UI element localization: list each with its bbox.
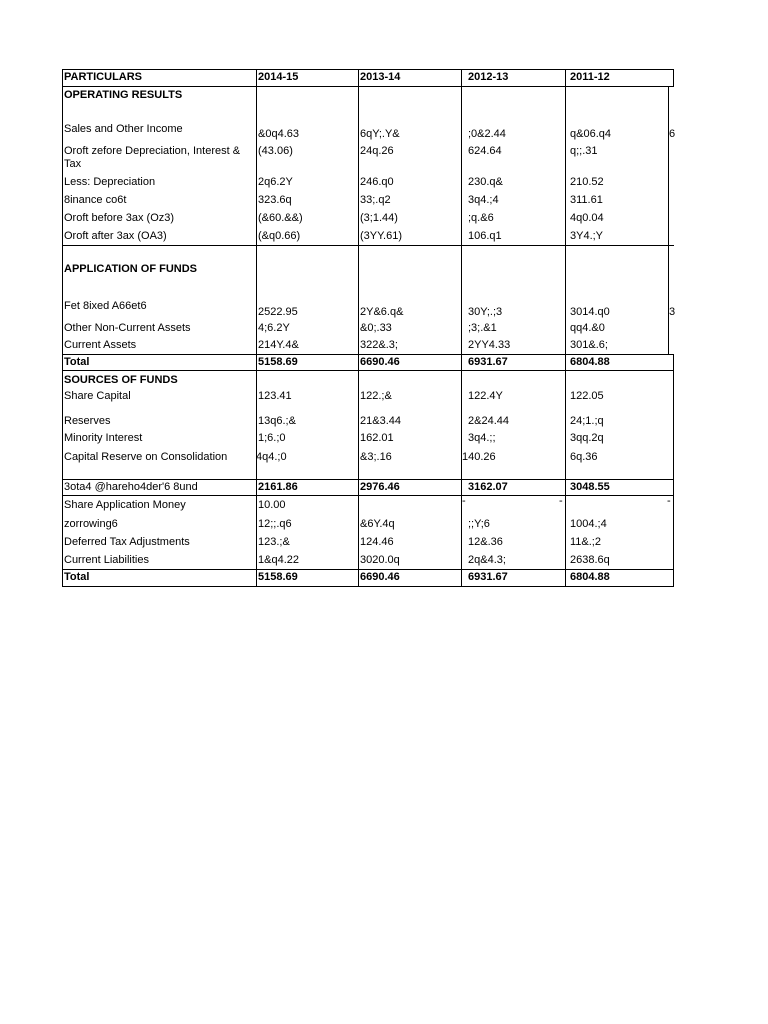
header-year: 2014-15: [258, 71, 299, 83]
cell-value: &0q4.63: [258, 128, 299, 140]
cell-value: 1;6.;0: [258, 432, 286, 444]
cell-value: 3qq.2q: [570, 432, 604, 444]
cell-value: 4q0.04: [570, 212, 604, 224]
cell-value: 13q6.;&: [258, 415, 296, 427]
cell-value: 624.64: [468, 145, 502, 157]
table-rule: [62, 86, 674, 87]
cell-value: 124.46: [360, 536, 394, 548]
cell-value: 2976.46: [360, 481, 400, 493]
cell-value: &6Y.4q: [360, 518, 395, 530]
cell-value: 3q4.;4: [468, 194, 499, 206]
cell-value: 3Y4.;Y: [570, 230, 604, 242]
cell-value: 6690.46: [360, 356, 400, 368]
cell-value: 246.q0: [360, 176, 394, 188]
cell-value: 323.6q: [258, 194, 292, 206]
row-label: 8inance co6t: [64, 194, 127, 206]
cell-value: 2Y&6.q&: [360, 306, 404, 318]
header-year: 2012-13: [468, 71, 509, 83]
cell-value: 122.4Y: [468, 390, 503, 402]
cell-value: q&06.q4: [570, 128, 611, 140]
cell-value: 5158.69: [258, 356, 298, 368]
row-label: Minority Interest: [64, 432, 143, 444]
table-rule: [62, 569, 674, 570]
cell-value: 2q&4.3;: [468, 554, 506, 566]
cell-value: 6931.67: [468, 571, 508, 583]
cell-value: 2522.95: [258, 306, 298, 318]
cell-value: 33;.q2: [360, 194, 391, 206]
cell-value: 12;;.q6: [258, 518, 292, 530]
table-rule: [358, 69, 359, 587]
cell-value: 311.61: [570, 194, 603, 206]
row-label: Capital Reserve on Consolidation: [64, 451, 228, 463]
table-rule: [461, 69, 462, 587]
row-label: Share Capital: [64, 390, 131, 402]
table-rule: [62, 370, 674, 371]
cell-value: (3YY.61): [360, 230, 402, 242]
table-rule: [62, 69, 63, 587]
cell-value: 2q6.2Y: [258, 176, 293, 188]
cell-value: 6931.67: [468, 356, 508, 368]
cell-value: 301&.6;: [570, 339, 608, 351]
row-label: Current Liabilities: [64, 554, 149, 566]
cell-value: (&60.&&): [258, 212, 303, 224]
cell-value: (&q0.66): [258, 230, 301, 242]
cell-value: 140.26: [462, 451, 496, 463]
cell-value: 24;1.;q: [570, 415, 604, 427]
row-label: Total: [64, 571, 90, 583]
cell-value: 123.;&: [258, 536, 290, 548]
cell-value: 3020.0q: [360, 554, 400, 566]
header-particulars: PARTICULARS: [64, 71, 143, 83]
section-heading: OPERATING RESULTS: [64, 89, 183, 101]
table-rule: [565, 69, 566, 587]
header-year: 2011-12: [570, 71, 610, 83]
section-heading: APPLICATION OF FUNDS: [64, 263, 198, 275]
header-year: 2013-14: [360, 71, 401, 83]
row-label: Deferred Tax Adjustments: [64, 536, 190, 548]
cell-value: 322&.3;: [360, 339, 398, 351]
row-label: Oroft zefore Depreciation, Interest & Tax: [64, 145, 241, 170]
cell-overflow: 6: [669, 128, 675, 140]
cell-value: 5158.69: [258, 571, 298, 583]
cell-value: 122.05: [570, 390, 604, 402]
row-label: Share Application Money: [64, 499, 186, 511]
cell-value: (43.06): [258, 145, 293, 157]
cell-value: 106.q1: [468, 230, 502, 242]
table-rule: [673, 69, 674, 87]
row-label: Oroft before 3ax (Oz3): [64, 212, 175, 224]
cell-value: 2YY4.33: [468, 339, 511, 351]
cell-value: &0;.33: [360, 322, 392, 334]
cell-value: 162.01: [360, 432, 394, 444]
cell-value: ;q.&6: [468, 212, 494, 224]
row-label: Oroft after 3ax (OA3): [64, 230, 167, 242]
cell-value: 30Y;.;3: [468, 306, 503, 318]
cell-value: 2&24.44: [468, 415, 509, 427]
row-label: Current Assets: [64, 339, 137, 351]
row-label: Less: Depreciation: [64, 176, 156, 188]
row-label: Reserves: [64, 415, 111, 427]
table-rule: [62, 245, 674, 246]
cell-value: 122.;&: [360, 390, 392, 402]
section-heading: SOURCES OF FUNDS: [64, 374, 178, 386]
cell-value: (3;1.44): [360, 212, 398, 224]
cell-value: 12&.36: [468, 536, 503, 548]
table-rule: [62, 479, 674, 480]
table-rule: [62, 69, 674, 70]
cell-value: 21&3.44: [360, 415, 401, 427]
cell-overflow: 3: [669, 306, 675, 318]
cell-value: 6qY;.Y&: [360, 128, 400, 140]
cell-value: qq4.&0: [570, 322, 605, 334]
row-label: Other Non-Current Assets: [64, 322, 191, 334]
table-rule: [673, 355, 674, 587]
cell-value: 4;6.2Y: [258, 322, 290, 334]
row-label: zorrowing6: [64, 518, 118, 530]
cell-value: -: [462, 495, 466, 507]
cell-value: -: [559, 495, 563, 507]
row-label: 3ota4 @hareho4der'6 8und: [64, 481, 198, 493]
cell-overflow: -: [667, 495, 671, 507]
cell-value: 3q4.;;: [468, 432, 496, 444]
cell-value: 214Y.4&: [258, 339, 299, 351]
cell-value: 10.00: [258, 499, 286, 511]
table-rule: [256, 69, 257, 587]
table-rule: [62, 354, 674, 355]
cell-value: 2638.6q: [570, 554, 610, 566]
cell-value: ;;Y;6: [468, 518, 490, 530]
cell-value: 4q4.;0: [256, 451, 287, 463]
cell-value: ;3;.&1: [468, 322, 497, 334]
cell-value: 6804.88: [570, 571, 610, 583]
row-label: Sales and Other Income: [64, 123, 183, 135]
cell-value: 6804.88: [570, 356, 610, 368]
cell-value: 123.41: [258, 390, 292, 402]
cell-value: 6q.36: [570, 451, 598, 463]
row-label: Total: [64, 356, 90, 368]
cell-value: 2161.86: [258, 481, 298, 493]
cell-value: 11&.;2: [570, 536, 601, 548]
row-label: Fet 8ixed A66et6: [64, 300, 147, 312]
cell-value: &3;.16: [360, 451, 392, 463]
cell-value: 210.52: [570, 176, 604, 188]
cell-value: 3048.55: [570, 481, 610, 493]
cell-value: ;0&2.44: [468, 128, 506, 140]
cell-value: q;;.31: [570, 145, 598, 157]
cell-value: 3162.07: [468, 481, 508, 493]
cell-value: 6690.46: [360, 571, 400, 583]
cell-value: 230.q&: [468, 176, 503, 188]
table-rule: [62, 586, 674, 587]
cell-value: 1&q4.22: [258, 554, 299, 566]
cell-value: 3014.q0: [570, 306, 610, 318]
cell-value: 24q.26: [360, 145, 394, 157]
cell-value: 1004.;4: [570, 518, 607, 530]
